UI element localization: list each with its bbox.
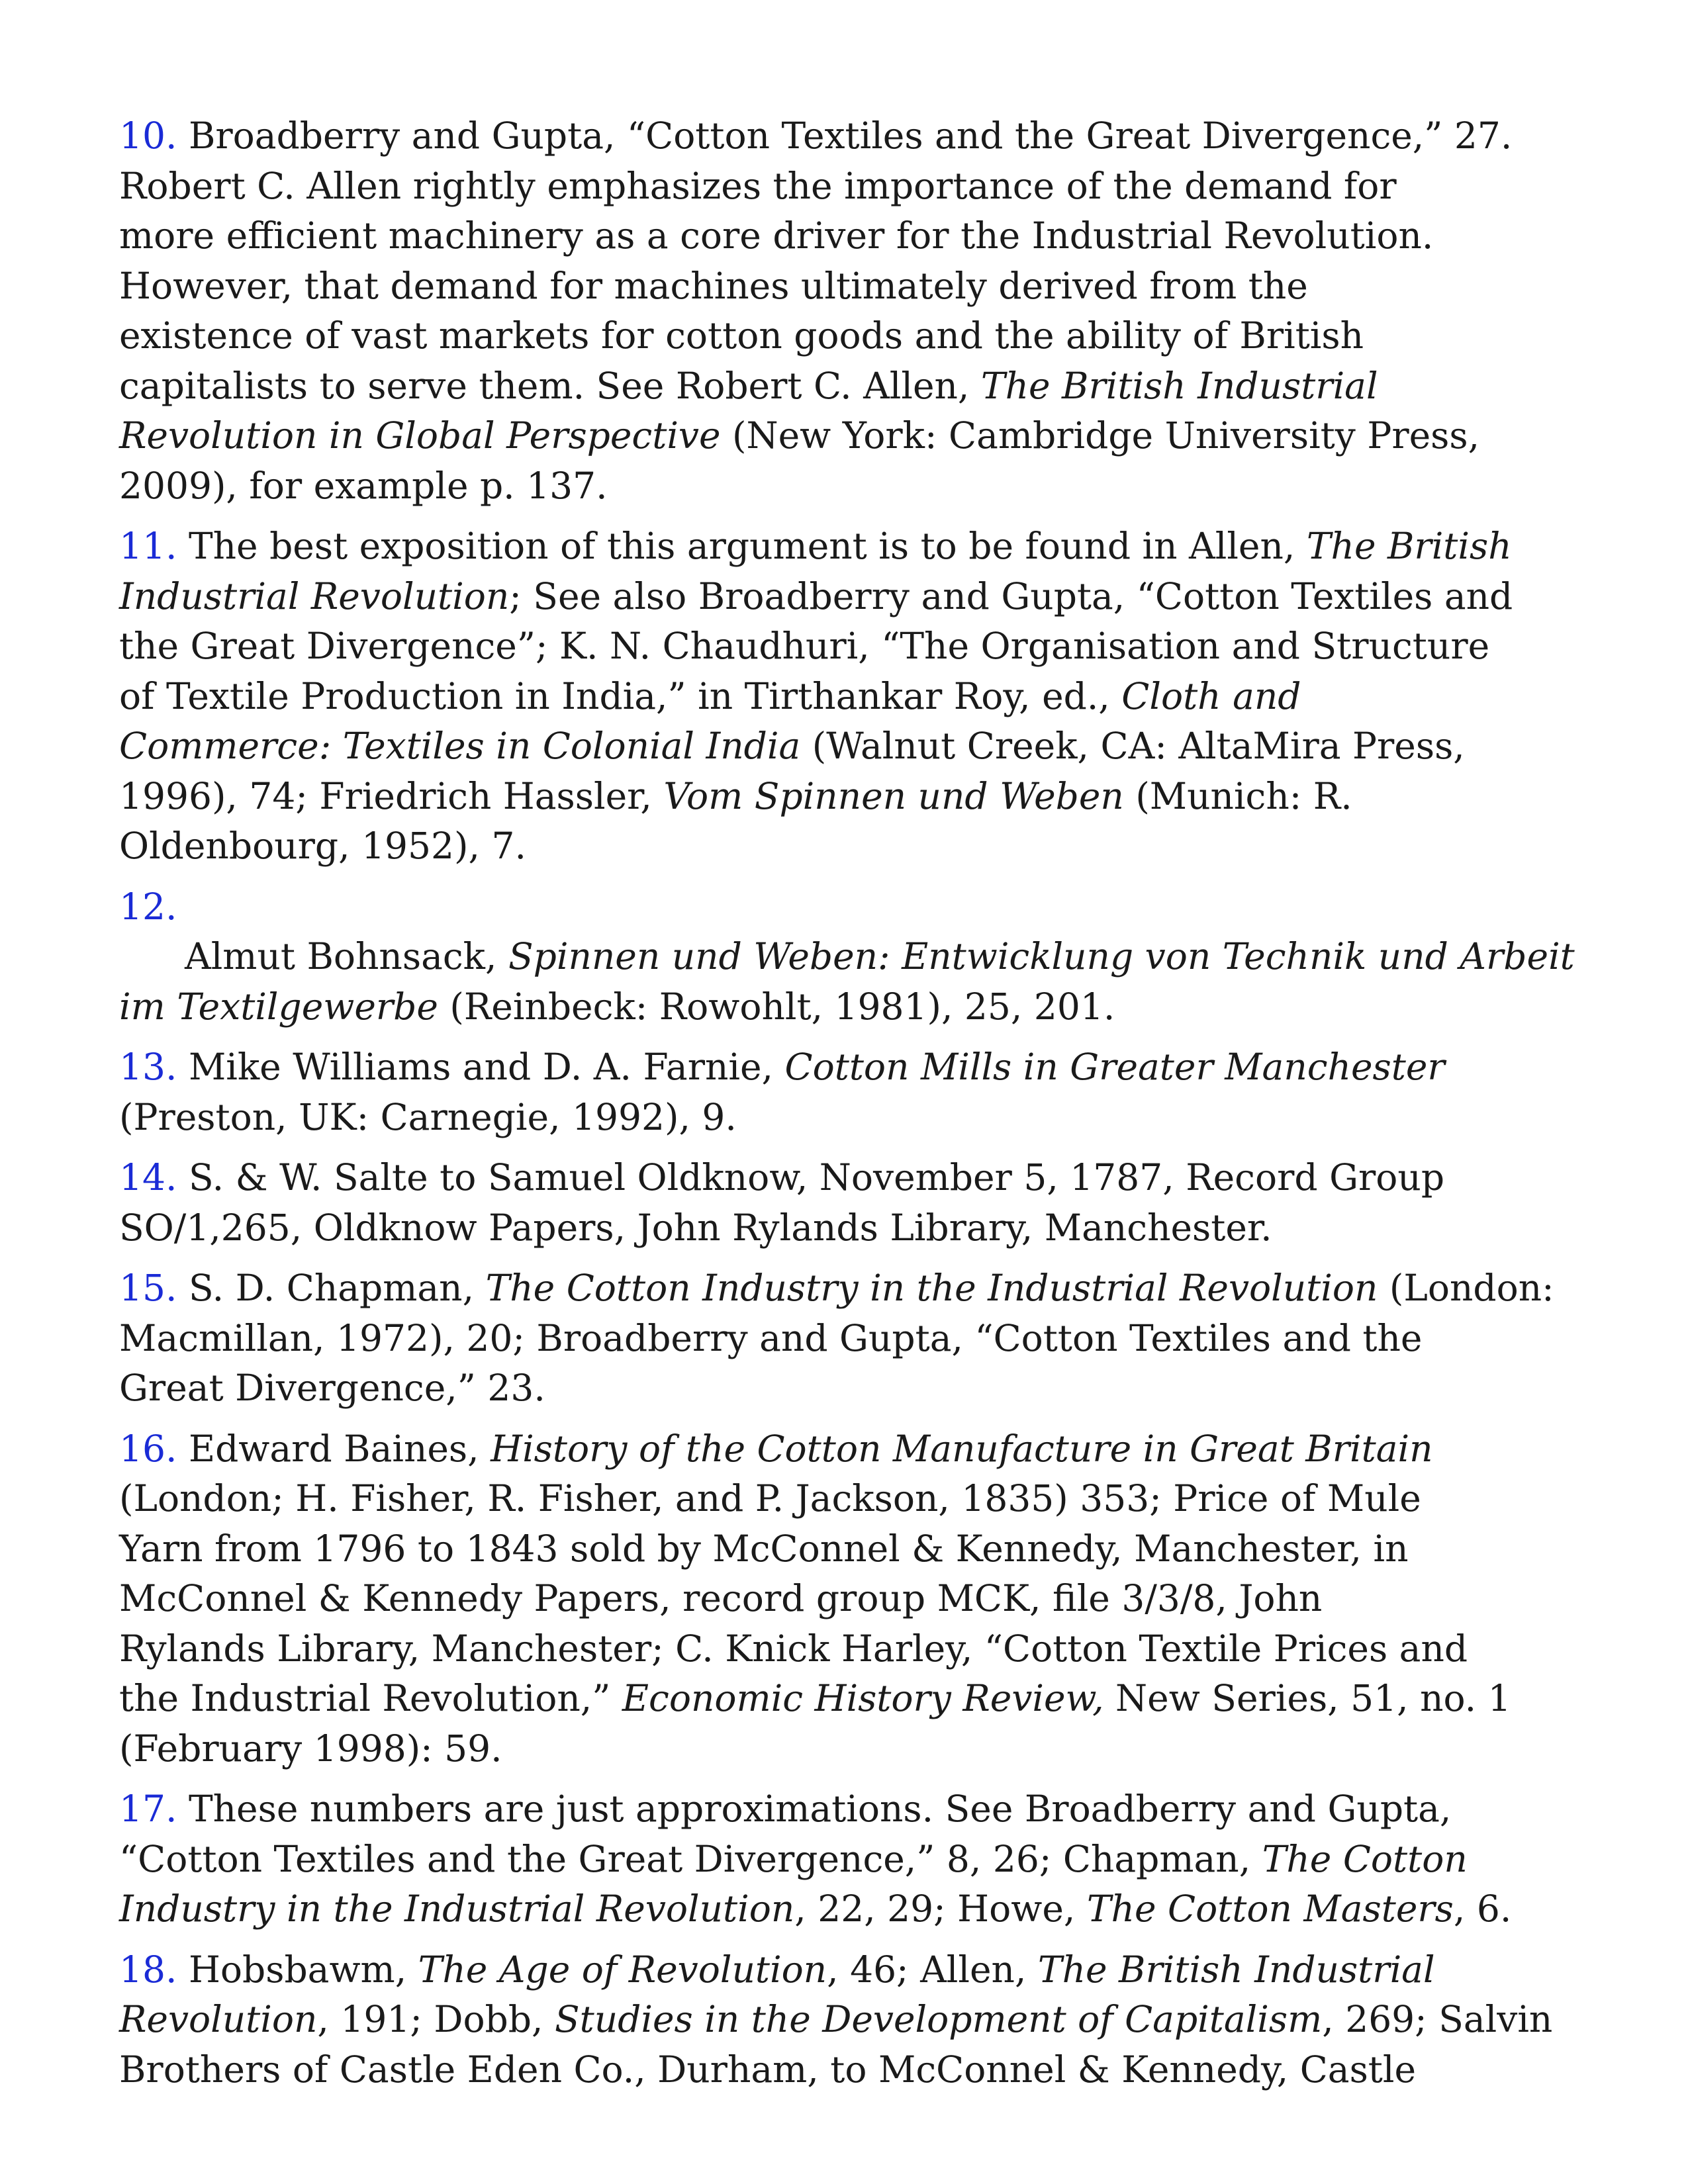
- endnote-text: Macmillan, 1972), 20; Broadberry and Gupta, “Cotton Textiles and the: [119, 1316, 1423, 1359]
- endnote-text: Broadberry and Gupta, “Cotton Textiles and the Great Divergence,” 27.: [188, 114, 1513, 157]
- endnote-number-link[interactable]: 16.: [119, 1427, 177, 1470]
- endnote-number-link[interactable]: 15.: [119, 1267, 177, 1309]
- endnote-line: [189, 114, 1512, 157]
- endnote-text: more efficient machinery as a core driver for the Industrial Revolution.: [119, 214, 1434, 257]
- endnote-6: [119, 1424, 1575, 1774]
- endnote-title-italic: The British Industrial: [980, 364, 1378, 407]
- endnote-3: [119, 1042, 1575, 1142]
- endnote-line: [119, 261, 1575, 312]
- endnote-number-link[interactable]: 14.: [119, 1156, 177, 1199]
- endnote-text: , 22, 29; Howe,: [794, 1888, 1087, 1930]
- endnote-text: S. D. Chapman,: [188, 1267, 486, 1309]
- endnote-text: McConnel & Kennedy Papers, record group MCK, file 3/3/8, John: [119, 1577, 1323, 1619]
- endnote-text: Great Divergence,” 23.: [119, 1367, 545, 1409]
- endnote-title-italic: Economic History Review,: [622, 1677, 1104, 1719]
- endnote-text: Yarn from 1796 to 1843 sold by McConnel & Kennedy, Manchester, in: [119, 1527, 1409, 1570]
- endnote-number-link[interactable]: 11.: [119, 525, 177, 567]
- endnote-line: [119, 1574, 1575, 1624]
- endnote-line: [119, 1524, 1575, 1574]
- endnote-title-italic: Cloth and: [1121, 674, 1301, 717]
- endnote-line: [119, 1203, 1575, 1253]
- endnote-line: [189, 1267, 1554, 1309]
- endnote-text: S. & W. Salte to Samuel Oldknow, November 5, 1787, Record Group: [188, 1156, 1445, 1199]
- endnote-text: (New York: Cambridge University Press,: [720, 414, 1480, 457]
- endnote-line: [119, 1724, 1575, 1774]
- endnote-title-italic: The Cotton Masters: [1086, 1888, 1454, 1930]
- endnote-text: Brothers of Castle Eden Co., Durham, to McConnel & Kennedy, Castle: [119, 2048, 1417, 2091]
- endnote-line: [189, 1046, 1445, 1088]
- endnote-line: [119, 1474, 1575, 1524]
- endnote-title-italic: Industrial Revolution: [119, 574, 510, 617]
- endnote-number-link[interactable]: 17.: [119, 1788, 177, 1830]
- endnote-title-italic: im Textilgewerbe: [119, 985, 438, 1028]
- endnote-line: [189, 1156, 1444, 1199]
- endnote-title-italic: The British Industrial: [1037, 1948, 1435, 1991]
- endnote-title-italic: Commerce: Textiles in Colonial India: [119, 725, 801, 767]
- endnote-title-italic: Revolution in Global Perspective: [119, 414, 721, 457]
- endnote-line: [119, 361, 1575, 412]
- endnote-line: [119, 821, 1575, 872]
- endnote-4: [119, 1153, 1575, 1253]
- endnote-line: [119, 461, 1575, 512]
- endnote-text: 1996), 74; Friedrich Hassler,: [119, 774, 664, 817]
- endnote-text: (Walnut Creek, CA: AltaMira Press,: [800, 725, 1465, 767]
- endnote-line: [119, 2045, 1575, 2095]
- endnote-title-italic: The British: [1306, 525, 1512, 567]
- endnote-title-italic: Revolution: [119, 1998, 318, 2040]
- endnote-text: Robert C. Allen rightly emphasizes the importance of the demand for: [119, 164, 1397, 207]
- endnote-title-italic: History of the Cotton Manufacture in Great Britain: [491, 1427, 1433, 1470]
- endnote-text: capitalists to serve them. See Robert C. Allen,: [119, 364, 981, 407]
- endnote-0: [119, 111, 1575, 511]
- endnote-title-italic: The Cotton: [1262, 1837, 1468, 1880]
- endnote-text: the Industrial Revolution,”: [119, 1677, 622, 1719]
- endnote-text: (Reinbeck: Rowohlt, 1981), 25, 201.: [438, 985, 1115, 1028]
- endnote-line: [119, 1314, 1575, 1364]
- endnote-2: [119, 882, 1575, 1032]
- endnote-title-italic: Studies in the Development of Capitalism: [554, 1998, 1323, 2040]
- endnote-text: of Textile Production in India,” in Tirthankar Roy, ed.,: [119, 674, 1122, 717]
- endnote-text: Edward Baines,: [188, 1427, 491, 1470]
- endnote-text: “Cotton Textiles and the Great Divergence,” 8, 26; Chapman,: [119, 1837, 1262, 1880]
- endnote-number-link[interactable]: 10.: [119, 114, 177, 157]
- endnote-text: , 191; Dobb,: [317, 1998, 555, 2040]
- endnote-text: (London; H. Fisher, R. Fisher, and P. Jackson, 1835) 353; Price of Mule: [119, 1477, 1421, 1520]
- endnote-line: [119, 311, 1575, 361]
- endnote-text: (London:: [1378, 1267, 1554, 1309]
- endnote-line: [119, 411, 1575, 461]
- endnote-line: [189, 525, 1512, 567]
- endnote-text: (Munich: R.: [1123, 774, 1352, 817]
- endnote-text: The best exposition of this argument is to be found in Allen,: [188, 525, 1307, 567]
- endnote-8: [119, 1945, 1575, 2095]
- endnote-text: New Series, 51, no. 1: [1103, 1677, 1511, 1719]
- endnote-text: , 6.: [1453, 1888, 1512, 1930]
- endnote-line: [189, 1428, 1433, 1470]
- endnote-text: Oldenbourg, 1952), 7.: [119, 825, 526, 867]
- endnote-number-link[interactable]: 13.: [119, 1046, 177, 1088]
- endnote-line: [185, 935, 1575, 978]
- endnote-text: the Great Divergence”; K. N. Chaudhuri, “The Organisation and Structure: [119, 625, 1490, 667]
- endnote-line: [119, 772, 1575, 822]
- endnote-text: However, that demand for machines ultimately derived from the: [119, 264, 1308, 307]
- endnote-text: Almut Bohnsack,: [185, 935, 508, 978]
- endnote-number-link[interactable]: 12.: [119, 885, 177, 928]
- endnote-line: [119, 572, 1575, 622]
- endnote-number-link[interactable]: 18.: [119, 1948, 177, 1991]
- endnote-line: [119, 1363, 1575, 1414]
- endnote-text: SO/1,265, Oldknow Papers, John Rylands Library, Manchester.: [119, 1206, 1272, 1249]
- endnote-line: [119, 211, 1575, 261]
- endnote-line: [119, 1624, 1575, 1674]
- endnote-line: [119, 982, 1575, 1032]
- endnote-line: [119, 1884, 1575, 1934]
- endnote-text: , 269; Salvin: [1322, 1998, 1553, 2040]
- endnote-line: [119, 672, 1575, 722]
- endnote-title-italic: Spinnen und Weben: Entwicklung von Technik und Arbeit: [508, 935, 1575, 978]
- endnote-line: [119, 1093, 1575, 1143]
- endnote-text: (Preston, UK: Carnegie, 1992), 9.: [119, 1095, 737, 1138]
- endnote-text: Hobsbawm,: [188, 1948, 418, 1991]
- endnote-line: [119, 1835, 1575, 1885]
- endnote-line: [119, 1995, 1575, 2045]
- endnote-5: [119, 1263, 1575, 1414]
- endnotes-page: [119, 111, 1575, 2105]
- endnote-text: Rylands Library, Manchester; C. Knick Harley, “Cotton Textile Prices and: [119, 1627, 1468, 1670]
- endnote-line: [119, 621, 1575, 672]
- endnote-title-italic: The Age of Revolution: [418, 1948, 827, 1991]
- endnote-line: [119, 1674, 1575, 1724]
- endnote-text: , 46; Allen,: [827, 1948, 1038, 1991]
- endnote-7: [119, 1784, 1575, 1934]
- endnote-text: existence of vast markets for cotton goods and the ability of British: [119, 314, 1364, 357]
- endnote-line: [119, 161, 1575, 212]
- endnote-line: [189, 1948, 1435, 1991]
- endnote-title-italic: The Cotton Industry in the Industrial Revolution: [485, 1267, 1378, 1309]
- endnote-text: Mike Williams and D. A. Farnie,: [188, 1046, 785, 1088]
- endnote-1: [119, 522, 1575, 872]
- endnote-title-italic: Cotton Mills in Greater Manchester: [784, 1046, 1445, 1088]
- endnote-line: [119, 721, 1575, 772]
- endnote-line: [189, 1788, 1451, 1830]
- endnote-title-italic: Vom Spinnen und Weben: [663, 774, 1124, 817]
- endnote-text: 2009), for example p. 137.: [119, 464, 608, 507]
- endnote-text: These numbers are just approximations. See Broadberry and Gupta,: [188, 1788, 1452, 1830]
- endnote-text: (February 1998): 59.: [119, 1727, 502, 1770]
- endnote-text: ; See also Broadberry and Gupta, “Cotton Textiles and: [509, 574, 1513, 617]
- endnote-title-italic: Industry in the Industrial Revolution: [119, 1888, 795, 1930]
